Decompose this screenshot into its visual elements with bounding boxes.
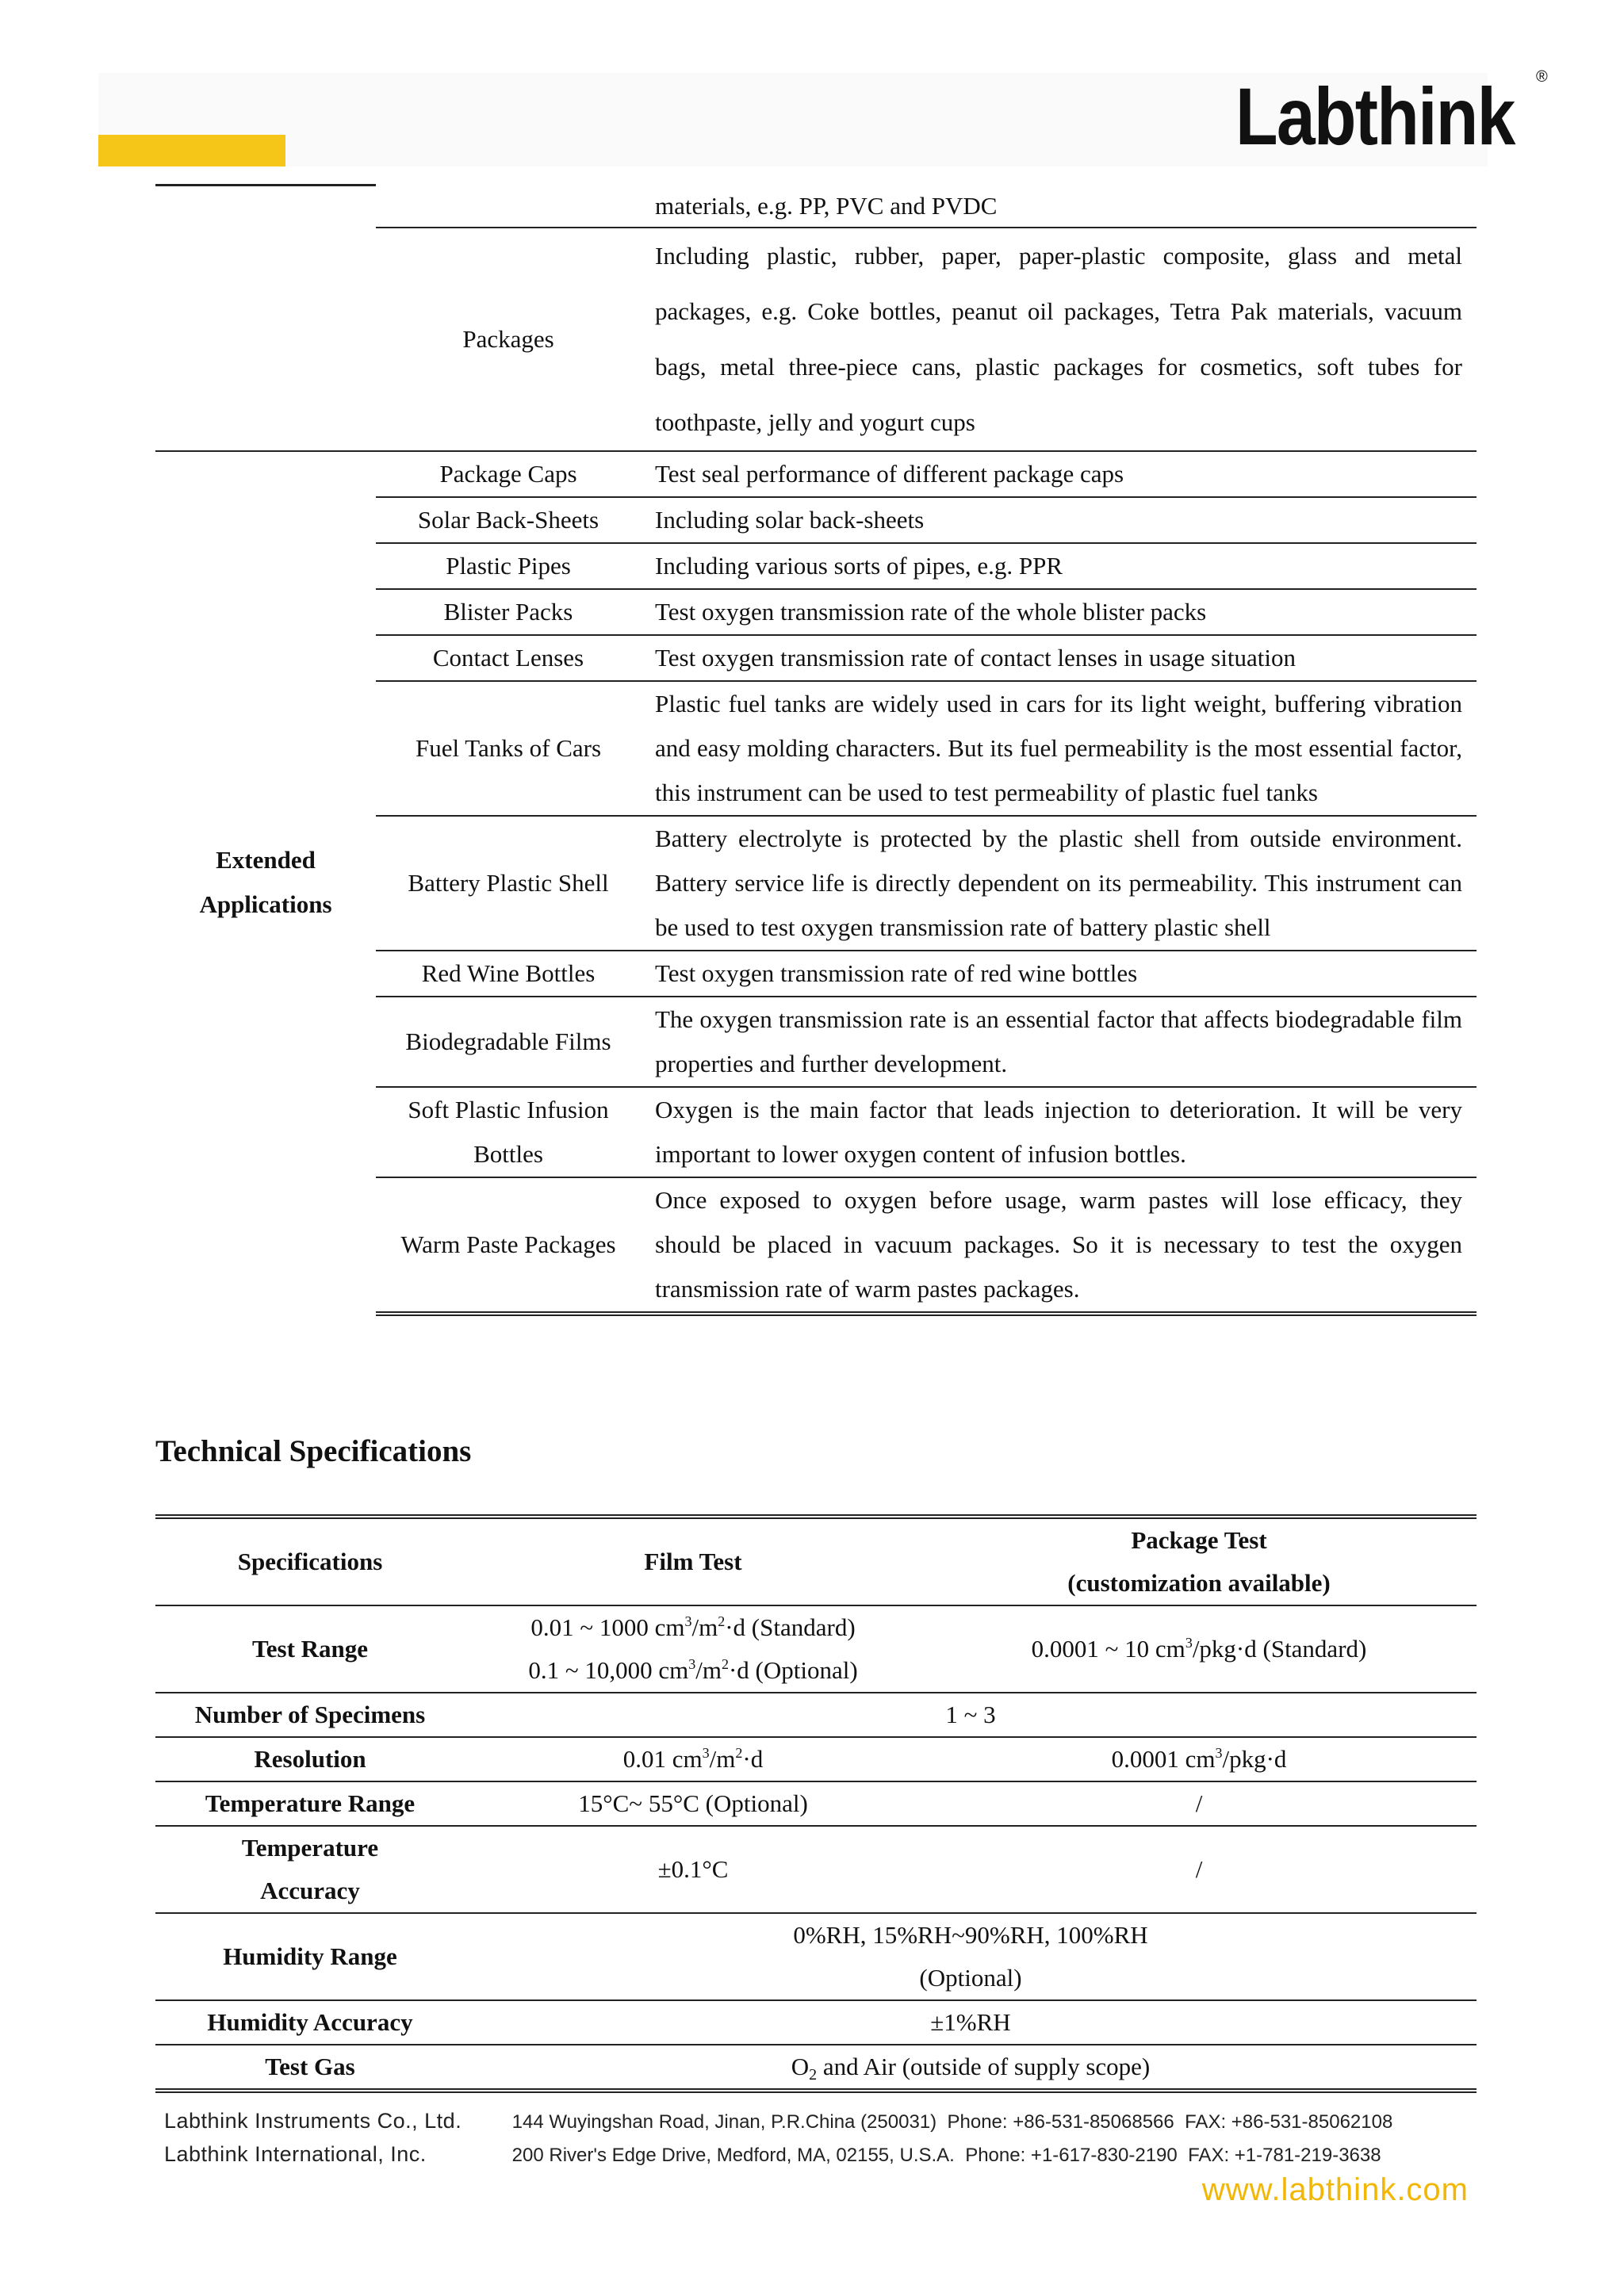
spec-label: Humidity Range [155,1913,465,2000]
section-title: Technical Specifications [155,1434,472,1468]
registered-mark: ® [1536,68,1548,86]
app-desc: The oxygen transmission rate is an essential factor that affects biodegradable film properties and further development. [641,997,1477,1087]
table-row [155,1781,1477,1826]
spec-label: Humidity Accuracy [155,2000,465,2045]
table-header-row [155,1517,1477,1605]
spec-film-value: 15°C~ 55°C (Optional) [465,1781,921,1826]
app-name: Packages [376,228,641,451]
footer-line-china: Labthink Instruments Co., Ltd. 144 Wuyingshan Road, Jinan, P.R.China (250031) Phone: +86-531-85068566 FAX: +86-531-85062108 [164,2109,1393,2133]
app-name: Blister Packs [376,589,641,635]
spec-film-value: 0.01 $cm^3/m^2\cdot d$ [465,1737,921,1781]
app-name: Solar Back-Sheets [376,497,641,543]
col-header-specifications: Specifications [237,1548,383,1575]
spec-value: $O_2$ and Air (outside of supply scope) [465,2045,1477,2091]
spec-label: Temperature Accuracy [155,1826,465,1913]
app-desc: Test oxygen transmission rate of red wine bottles [641,951,1477,997]
app-name: Contact Lenses [376,635,641,681]
app-name: Warm Paste Packages [376,1177,641,1314]
col-header-package-test: Package Test (customization available) [1067,1526,1331,1597]
spec-label: Test Gas [155,2045,465,2091]
app-name: Fuel Tanks of Cars [376,681,641,816]
app-desc: Including plastic, rubber, paper, paper-plastic composite, glass and metal packages, e.g. Coke bottles, peanut oil packages, Tetra Pak materials, vacuum bags, metal three-piece cans, plastic packages for cosmetics, soft tubes for toothpaste, jelly and yogurt cups [641,228,1477,451]
table-row [155,1693,1477,1737]
app-desc: Plastic fuel tanks are widely used in cars for its light weight, buffering vibration and easy molding characters. But its fuel permeability is the most essential factor, this instrument can be used to test permeability of plastic fuel tanks [641,681,1477,816]
spec-package-value: / [921,1826,1477,1913]
app-name: Red Wine Bottles [376,951,641,997]
footer [164,2109,1392,2175]
spec-label: Number of Specimens [155,1693,465,1737]
app-desc: Once exposed to oxygen before usage, warm pastes will lose efficacy, they should be placed in vacuum packages. So it is necessary to test the oxygen transmission rate of warm pastes packages. [641,1177,1477,1314]
table-row [155,1913,1477,2000]
app-name: Biodegradable Films [376,997,641,1087]
applications-table [155,184,1477,1316]
app-desc: Test oxygen transmission rate of the whole blister packs [641,589,1477,635]
spec-package-value: 0.0001 $cm^3/pkg\cdot d$ [921,1737,1477,1781]
group-label: Extended Applications [155,451,376,1314]
footer-line-usa: Labthink International, Inc. 200 River's Edge Drive, Medford, MA, 02155, U.S.A. Phone: +1-617-830-2190 FAX: +1-781-219-3638 [164,2142,1381,2166]
table-row [155,2000,1477,2045]
labthink-logo: Labthink [1235,71,1515,162]
spec-film-value: ±0.1°C [465,1826,921,1913]
table-row [155,1826,1477,1913]
table-row [155,186,1477,228]
spec-film-value: 0.01 ~ 1000 $cm^3/m^2\cdot d$ (Standard) 0.1 ~ 10,000 $cm^3/m^2\cdot d$ (Optional) [465,1605,921,1693]
app-name: Plastic Pipes [376,543,641,589]
app-desc: Including solar back-sheets [641,497,1477,543]
spec-label: Test Range [155,1605,465,1693]
app-name: Battery Plastic Shell [376,816,641,951]
continued-text: materials, e.g. PP, PVC and PVDC [655,191,998,220]
app-desc: Oxygen is the main factor that leads injection to deterioration. It will be very important to lower oxygen content of infusion bottles. [641,1087,1477,1177]
app-desc: Battery electrolyte is protected by the plastic shell from outside environment. Battery service life is directly dependent on its permeability. This instrument can be used to test oxygen transmission rate of battery plastic shell [641,816,1477,951]
website-link[interactable]: www.labthink.com [1201,2172,1469,2207]
table-row [155,2045,1477,2091]
specs-table [155,1514,1477,2093]
table-row [155,1737,1477,1781]
spec-package-value: / [921,1781,1477,1826]
spec-package-value: 0.0001 ~ 10 $cm^3/pkg\cdot d$ (Standard) [921,1605,1477,1693]
table-row [155,1605,1477,1693]
table-row [155,451,1477,497]
spec-value: 1 ~ 3 [465,1693,1477,1737]
app-desc: Test seal performance of different package caps [641,451,1477,497]
spec-value: ±1%RH [465,2000,1477,2045]
spec-value: 0%RH, 15%RH~90%RH, 100%RH (Optional) [465,1913,1477,2000]
brand-yellow-bar [98,135,285,166]
app-desc: Including various sorts of pipes, e.g. PPR [641,543,1477,589]
app-desc: Test oxygen transmission rate of contact lenses in usage situation [641,635,1477,681]
app-name: Package Caps [376,451,641,497]
app-name: Soft Plastic Infusion Bottles [376,1087,641,1177]
spec-label: Resolution [155,1737,465,1781]
col-header-film-test: Film Test [644,1548,742,1575]
spec-label: Temperature Range [155,1781,465,1826]
